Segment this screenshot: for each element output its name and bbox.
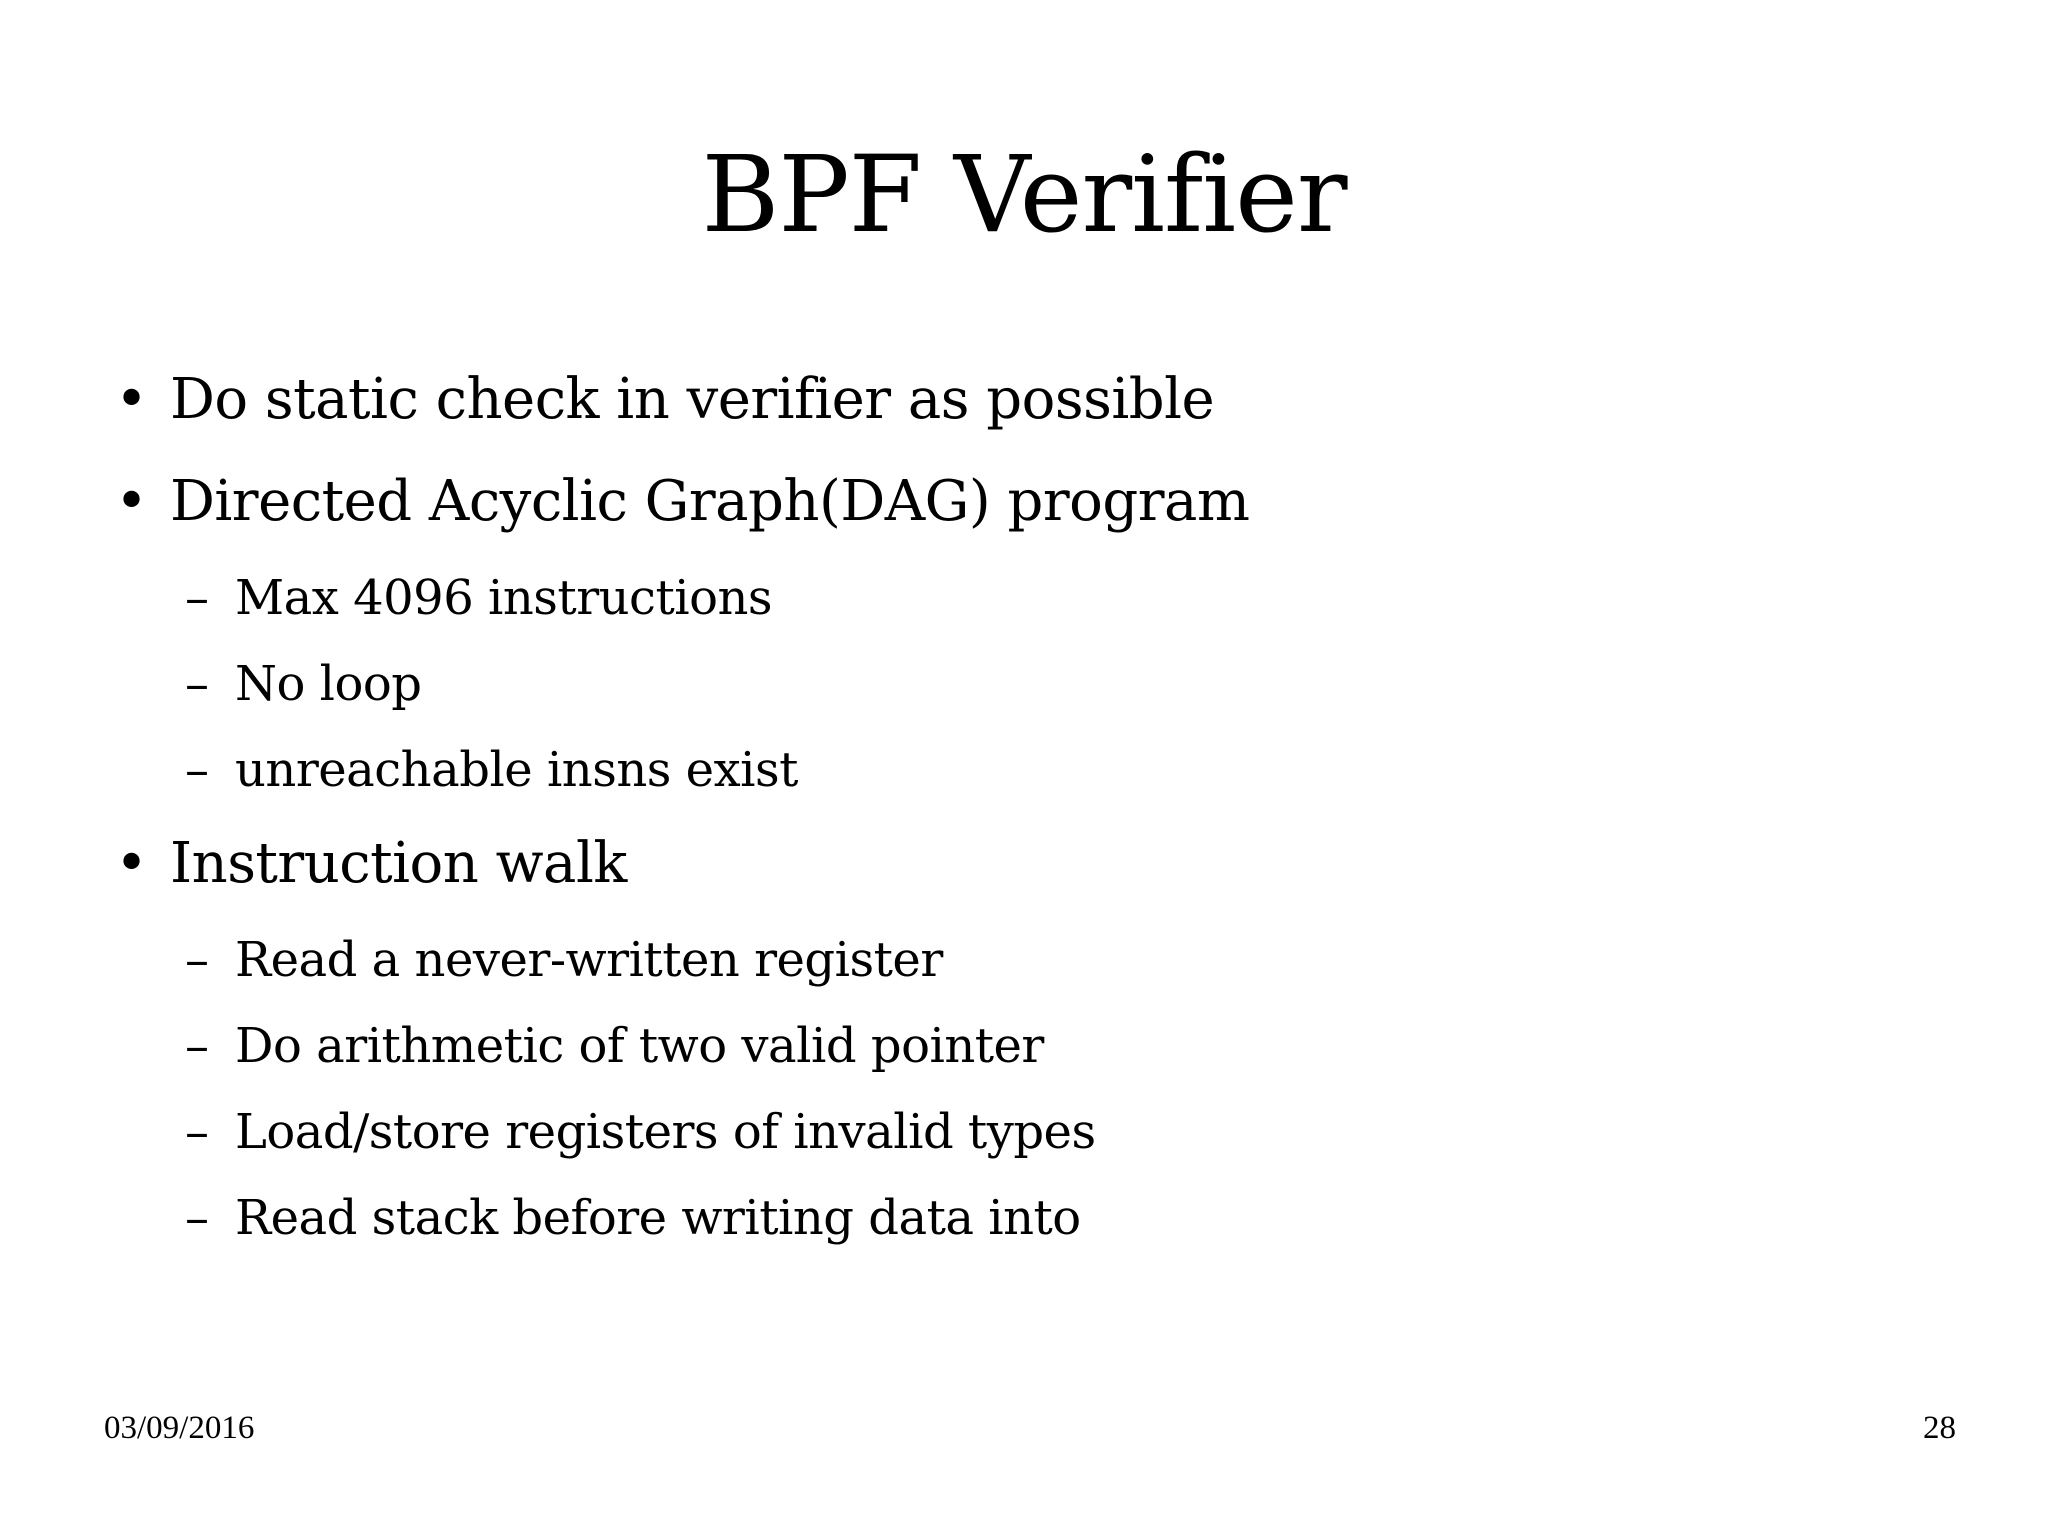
bullet-text: Do static check in verifier as possible <box>170 367 1215 432</box>
slide-title: BPF Verifier <box>701 133 1347 256</box>
sub-bullet-text: Read stack before writing data into <box>235 1190 1081 1246</box>
footer-page-number: 28 <box>1923 1410 1956 1446</box>
bullet-text: Directed Acyclic Graph(DAG) program <box>170 469 1250 534</box>
bullet-marker: • <box>115 367 148 432</box>
dash-marker: – <box>185 932 209 988</box>
sub-bullet-text: unreachable insns exist <box>235 742 798 798</box>
bullet-text: Instruction walk <box>170 831 627 896</box>
bullet-marker: • <box>115 469 148 534</box>
sub-bullet-text: Do arithmetic of two valid pointer <box>235 1018 1044 1074</box>
dash-marker: – <box>185 1104 209 1160</box>
sub-bullet-text: Load/store registers of invalid types <box>235 1104 1096 1160</box>
footer-date: 03/09/2016 <box>104 1410 255 1446</box>
dash-marker: – <box>185 570 209 626</box>
dash-marker: – <box>185 656 209 712</box>
dash-marker: – <box>185 1190 209 1246</box>
dash-marker: – <box>185 1018 209 1074</box>
sub-bullet-text: Read a never-written register <box>235 932 943 988</box>
sub-bullet-text: Max 4096 instructions <box>235 570 773 626</box>
dash-marker: – <box>185 742 209 798</box>
bullet-marker: • <box>115 831 148 896</box>
sub-bullet-text: No loop <box>235 656 422 712</box>
